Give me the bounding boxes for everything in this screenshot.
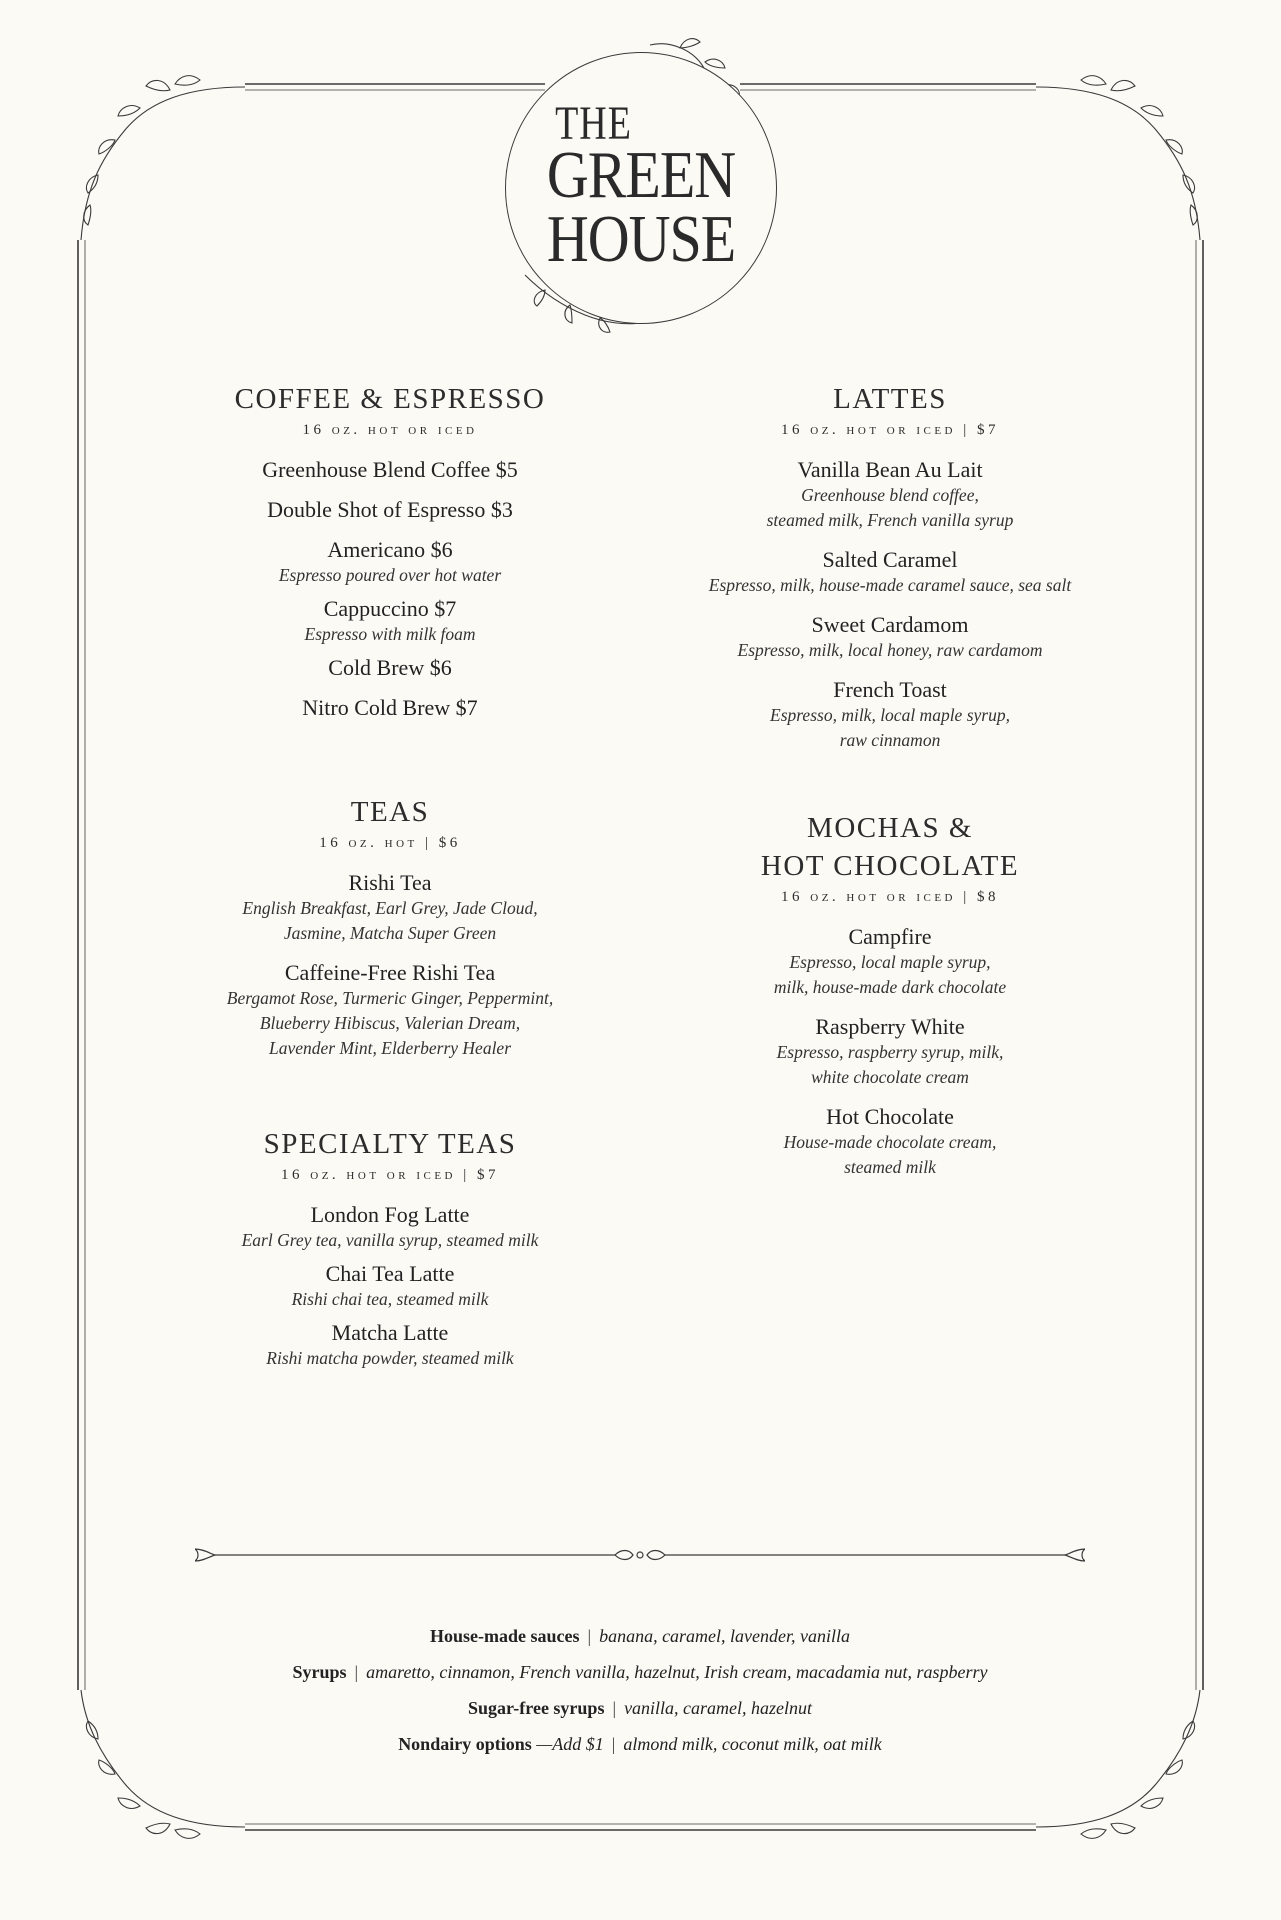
- item-description: Espresso, milk, local honey, raw cardamom: [737, 640, 1043, 660]
- left-column: [195, 380, 585, 1379]
- item-description: Espresso, milk, house-made caramel sauce, sea salt: [708, 575, 1072, 595]
- logo-house: HOUSE: [546, 201, 736, 276]
- menu-item: [195, 655, 585, 681]
- menu-item: [195, 457, 585, 483]
- extras-addon: —Add $1: [536, 1734, 604, 1754]
- teas-section: [195, 793, 585, 1061]
- item-description: Espresso poured over hot water: [278, 565, 502, 585]
- section-title: LATTES: [833, 383, 947, 415]
- section-subtitle: 16 oz. hot or iced | $8: [781, 889, 999, 905]
- item-name: Greenhouse Blend Coffee $5: [262, 457, 518, 482]
- menu-item: [695, 547, 1085, 598]
- menu-item: [195, 960, 585, 1061]
- section-title: TEAS: [350, 796, 430, 828]
- brand-logo: [505, 52, 777, 324]
- menu-item: [195, 497, 585, 523]
- item-description: Espresso, milk, local maple syrup,: [770, 705, 1010, 725]
- section-subtitle: 16 oz. hot or iced | $7: [781, 422, 999, 438]
- item-description: milk, house-made dark chocolate: [773, 977, 1007, 997]
- menu-item: [195, 537, 585, 588]
- item-description: steamed milk, French vanilla syrup: [766, 510, 1014, 530]
- section-subtitle: 16 oz. hot or iced | $7: [281, 1167, 499, 1183]
- item-description: Rishi matcha powder, steamed milk: [266, 1348, 514, 1368]
- item-description: Lavender Mint, Elderberry Healer: [268, 1038, 512, 1058]
- item-name: London Fog Latte: [310, 1202, 470, 1227]
- item-name: Sweet Cardamom: [811, 612, 969, 637]
- extras-separator: |: [587, 1626, 592, 1646]
- item-name: Rishi Tea: [348, 870, 432, 895]
- item-description: raw cinnamon: [839, 730, 941, 750]
- section-title: HOT CHOCOLATE: [760, 850, 1020, 882]
- extras-separator: |: [612, 1698, 617, 1718]
- extras-footer: [140, 1618, 1140, 1762]
- item-description: House-made chocolate cream,: [783, 1132, 997, 1152]
- logo-the: THE: [555, 97, 632, 151]
- menu-item: [695, 1104, 1085, 1180]
- item-name: Raspberry White: [815, 1014, 965, 1039]
- extras-values: amaretto, cinnamon, French vanilla, hazelnut, Irish cream, macadamia nut, raspberry: [366, 1662, 988, 1682]
- item-name: French Toast: [833, 677, 947, 702]
- item-description: Greenhouse blend coffee,: [801, 485, 979, 505]
- item-description: Blueberry Hibiscus, Valerian Dream,: [259, 1013, 521, 1033]
- extras-values: vanilla, caramel, hazelnut: [624, 1698, 813, 1718]
- ornamental-divider: [195, 1545, 1085, 1565]
- item-description: white chocolate cream: [811, 1067, 969, 1087]
- menu-item: [195, 870, 585, 946]
- menu-item: [695, 612, 1085, 663]
- menu-item: [195, 1202, 585, 1253]
- item-description: Espresso, raspberry syrup, milk,: [776, 1042, 1004, 1062]
- extras-separator: |: [354, 1662, 359, 1682]
- menu-item: [695, 457, 1085, 533]
- section-title: SPECIALTY TEAS: [263, 1128, 517, 1160]
- item-description: Espresso with milk foam: [304, 624, 476, 644]
- item-description: steamed milk: [844, 1157, 936, 1177]
- extras-label: House-made sauces: [429, 1626, 580, 1646]
- lattes-section: [695, 380, 1085, 753]
- item-name: Chai Tea Latte: [325, 1261, 455, 1286]
- item-name: Salted Caramel: [822, 547, 958, 572]
- menu-item: [695, 1014, 1085, 1090]
- extras-row-sauces: [140, 1618, 1140, 1654]
- section-title: COFFEE & ESPRESSO: [234, 383, 546, 415]
- extras-values: almond milk, coconut milk, oat milk: [623, 1734, 882, 1754]
- item-name: Hot Chocolate: [826, 1104, 954, 1129]
- menu-item: [195, 695, 585, 721]
- item-name: Cold Brew $6: [328, 655, 452, 680]
- item-description: Espresso, local maple syrup,: [789, 952, 991, 972]
- section-subtitle: 16 oz. hot | $6: [319, 835, 461, 851]
- item-description: Rishi chai tea, steamed milk: [291, 1289, 489, 1309]
- specialty-teas-section: [195, 1125, 585, 1371]
- menu-item: [195, 596, 585, 647]
- section-subtitle: 16 oz. hot or iced: [302, 422, 478, 438]
- item-name: Nitro Cold Brew $7: [302, 695, 478, 720]
- item-name: Americano $6: [327, 537, 453, 562]
- item-description: English Breakfast, Earl Grey, Jade Cloud,: [242, 898, 538, 918]
- extras-label: Syrups: [292, 1662, 347, 1682]
- extras-label: Nondairy options: [398, 1734, 532, 1754]
- item-description: Jasmine, Matcha Super Green: [283, 923, 497, 943]
- extras-values: banana, caramel, lavender, vanilla: [599, 1626, 851, 1646]
- mochas-section: [695, 809, 1085, 1180]
- item-name: Cappuccino $7: [323, 596, 457, 621]
- extras-separator: |: [611, 1734, 616, 1754]
- extras-row-sugarfree: [140, 1690, 1140, 1726]
- item-description: Bergamot Rose, Turmeric Ginger, Peppermint,: [226, 988, 554, 1008]
- item-name: Caffeine-Free Rishi Tea: [284, 960, 496, 985]
- section-title: MOCHAS &: [807, 812, 973, 844]
- item-name: Campfire: [848, 924, 932, 949]
- extras-row-nondairy: [140, 1726, 1140, 1762]
- logo-green: GREEN: [546, 137, 736, 212]
- item-name: Double Shot of Espresso $3: [267, 497, 513, 522]
- extras-row-syrups: [140, 1654, 1140, 1690]
- item-name: Vanilla Bean Au Lait: [797, 457, 983, 482]
- coffee-section: [195, 380, 585, 721]
- item-description: Earl Grey tea, vanilla syrup, steamed milk: [241, 1230, 539, 1250]
- menu-item: [695, 924, 1085, 1000]
- extras-label: Sugar-free syrups: [467, 1698, 605, 1718]
- right-column: [695, 380, 1085, 1194]
- menu-item: [195, 1261, 585, 1312]
- menu-item: [195, 1320, 585, 1371]
- item-name: Matcha Latte: [331, 1320, 449, 1345]
- menu-item: [695, 677, 1085, 753]
